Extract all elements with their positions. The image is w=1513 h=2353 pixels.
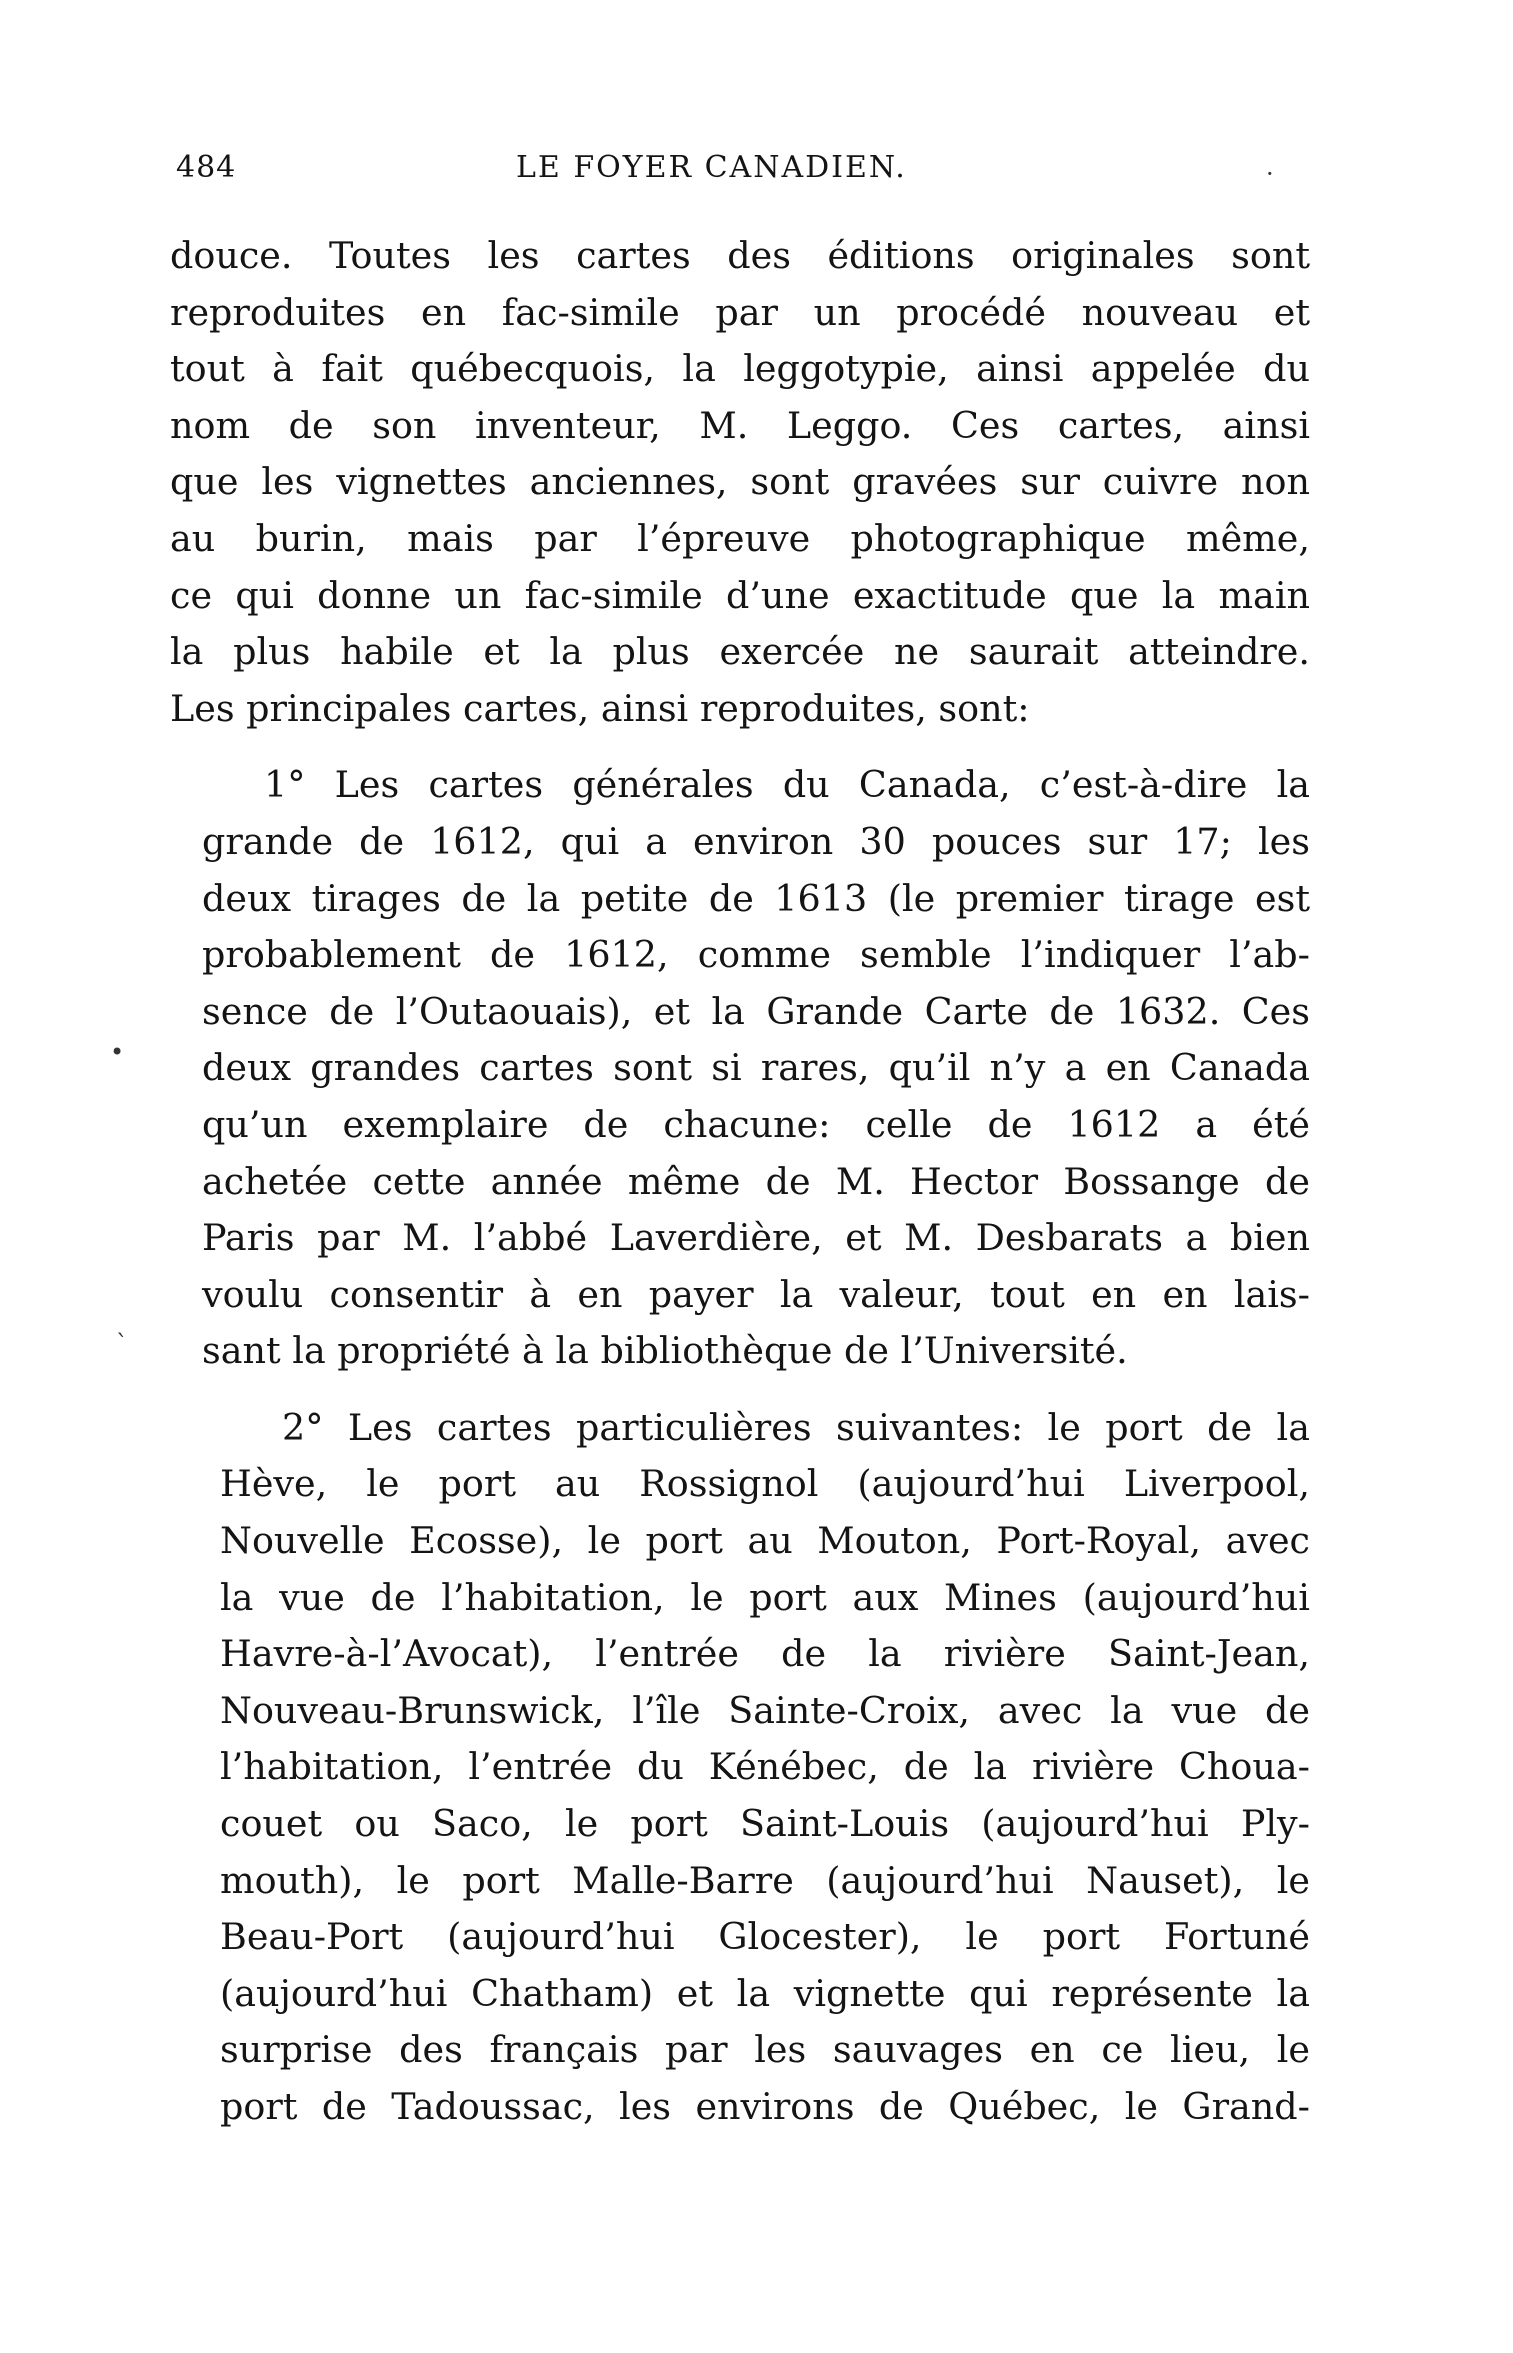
running-header: [176, 150, 1296, 200]
page-number: 484: [176, 150, 237, 185]
text-line: Paris par M. l’abbé Laverdière, et M. Desbarats a bien: [202, 1216, 1310, 1260]
text-line: deux grandes cartes sont si rares, qu’il n’y a en Canada: [202, 1046, 1310, 1090]
text-line: 1° Les cartes générales du Canada, c’est-à-dire la: [264, 763, 1310, 807]
paragraph-intro: [170, 228, 1310, 737]
running-title: LE FOYER CANADIEN.: [516, 150, 907, 185]
text-line: port de Tadoussac, les environs de Québec, le Grand-: [220, 2085, 1310, 2128]
paragraph-1: [170, 757, 1310, 1380]
text-line: au burin, mais par l’épreuve photographique même,: [170, 516, 1310, 560]
margin-speck: ·: [1266, 160, 1274, 188]
text-line: deux tirages de la petite de 1613 (le premier tirage est: [202, 876, 1310, 920]
text-line: Les principales cartes, ainsi reproduites, sont:: [170, 686, 1030, 730]
text-line: probablement de 1612, comme semble l’indiquer l’ab-: [202, 933, 1310, 977]
text-line: qu’un exemplaire de chacune: celle de 1612 a été: [202, 1102, 1310, 1146]
text-line: ce qui donne un fac-simile d’une exactitude que la main: [170, 573, 1310, 617]
text-line: Beau-Port (aujourd’hui Glocester), le port Fortuné: [220, 1915, 1310, 1959]
margin-speck: ˋ: [116, 1330, 128, 1358]
text-line: achetée cette année même de M. Hector Bossange de: [202, 1159, 1310, 1203]
text-line: couet ou Saco, le port Saint-Louis (aujourd’hui Ply-: [220, 1802, 1310, 1846]
text-line: Hève, le port au Rossignol (aujourd’hui Liverpool,: [220, 1462, 1310, 1506]
margin-speck: •: [110, 1038, 125, 1066]
text-line: que les vignettes anciennes, sont gravées sur cuivre non: [170, 460, 1310, 504]
text-line: surprise des français par les sauvages en ce lieu, le: [220, 2028, 1310, 2072]
text-line: la plus habile et la plus exercée ne saurait atteindre.: [170, 630, 1310, 674]
text-line: sence de l’Outaouais), et la Grande Carte de 1632. Ces: [202, 989, 1310, 1033]
text-line: l’habitation, l’entrée du Kénébec, de la rivière Choua-: [220, 1745, 1310, 1789]
text-line: Havre-à-l’Avocat), l’entrée de la rivière Saint-Jean,: [220, 1632, 1310, 1676]
paragraph-2: [170, 1400, 1310, 2136]
text-line: tout à fait québecquois, la leggotypie, ainsi appelée du: [170, 347, 1310, 391]
text-line: reproduites en fac-simile par un procédé nouveau et: [170, 290, 1310, 334]
text-line: Nouvelle Ecosse), le port au Mouton, Port-Royal, avec: [220, 1519, 1310, 1563]
text-line: 2° Les cartes particulières suivantes: le port de la: [282, 1405, 1310, 1449]
text-line: Nouveau-Brunswick, l’île Sainte-Croix, avec la vue de: [220, 1688, 1310, 1732]
text-line: douce. Toutes les cartes des éditions originales sont: [170, 234, 1310, 277]
body-text: [170, 228, 1310, 2136]
text-line: la vue de l’habitation, le port aux Mines (aujourd’hui: [220, 1575, 1310, 1619]
text-line: voulu consentir à en payer la valeur, tout en en lais-: [202, 1272, 1310, 1316]
text-line: grande de 1612, qui a environ 30 pouces sur 17; les: [202, 819, 1310, 863]
text-line: (aujourd’hui Chatham) et la vignette qui représente la: [220, 1971, 1310, 2015]
text-line: mouth), le port Malle-Barre (aujourd’hui Nauset), le: [220, 1858, 1310, 1902]
text-line: sant la propriété à la bibliothèque de l’Université.: [202, 1329, 1128, 1373]
text-line: nom de son inventeur, M. Leggo. Ces cartes, ainsi: [170, 403, 1310, 447]
